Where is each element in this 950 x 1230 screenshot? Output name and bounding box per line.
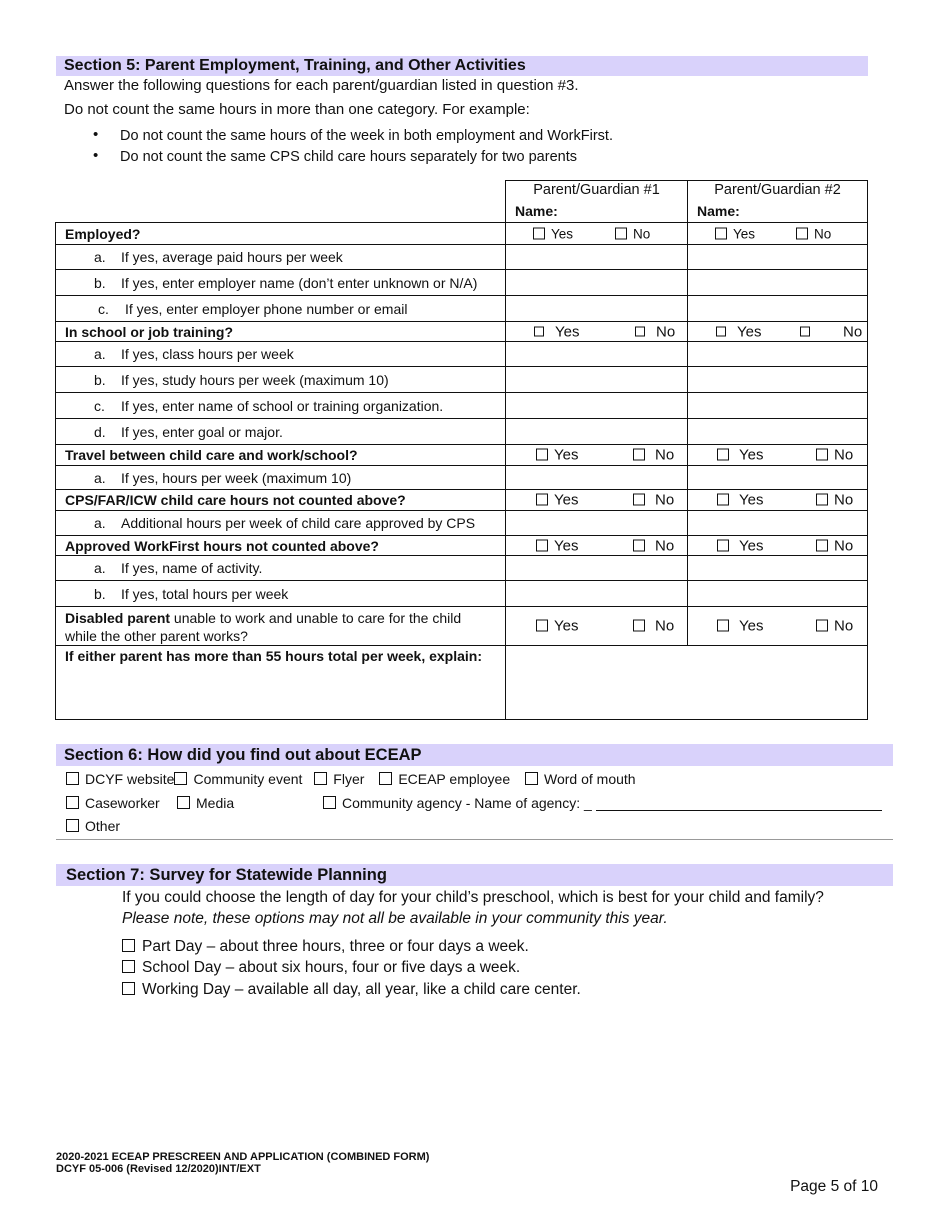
- option-dcyf-website[interactable]: DCYF website: [66, 771, 174, 787]
- row-school-d: [55, 418, 868, 444]
- p1-employed-hours-field[interactable]: [505, 245, 687, 269]
- school-b-label: b. If yes, study hours per week (maximum 10): [55, 367, 505, 392]
- p1-school-no[interactable]: No: [635, 323, 675, 340]
- agency-name-line[interactable]: [596, 810, 882, 811]
- section5-title: Section 5: Parent Employment, Training, and Other Activities: [56, 56, 868, 76]
- option-community-event[interactable]: Community event: [174, 771, 302, 787]
- row-employed-b: [55, 269, 868, 295]
- p2-workfirst-hours-field[interactable]: [687, 581, 868, 606]
- employed-label: Employed?: [55, 223, 505, 244]
- disabled-label: Disabled parent unable to work and unable to care for the child while the other parent works?: [55, 607, 505, 645]
- checkbox-icon[interactable]: [816, 494, 828, 506]
- row-cps-a: [55, 510, 868, 535]
- option-eceap-employee[interactable]: ECEAP employee: [379, 771, 510, 787]
- p1-disabled-no[interactable]: No: [633, 618, 674, 635]
- row-workfirst-b: [55, 580, 868, 606]
- travel-label: Travel between child care and work/school?: [55, 445, 505, 465]
- row-school-c: [55, 392, 868, 418]
- cps-label: CPS/FAR/ICW child care hours not counted above?: [55, 490, 505, 510]
- p2-school-name-field[interactable]: [687, 393, 868, 418]
- school-label: In school or job training?: [55, 322, 505, 341]
- row-workfirst-a: [55, 555, 868, 580]
- p2-disabled-no[interactable]: No: [816, 618, 853, 635]
- p2-class-hours-field[interactable]: [687, 342, 868, 366]
- p2-employer-name-field[interactable]: [687, 270, 868, 295]
- checkbox-icon[interactable]: [533, 227, 545, 239]
- guardian-2-name-label: Name:: [697, 203, 740, 219]
- section7-title: Section 7: Survey for Statewide Planning: [56, 864, 893, 886]
- guardian-2-header: Parent/Guardian #2: [714, 182, 841, 198]
- p2-activity-name-field[interactable]: [687, 556, 868, 580]
- option-word-of-mouth[interactable]: Word of mouth: [525, 771, 636, 787]
- p1-school-name-field[interactable]: [505, 393, 687, 418]
- checkbox-icon[interactable]: [536, 539, 548, 551]
- section6-row-1: [66, 770, 636, 788]
- p1-goal-field[interactable]: [505, 419, 687, 444]
- p1-employed-yes[interactable]: Yes: [533, 226, 573, 241]
- p2-employed-hours-field[interactable]: [687, 245, 868, 269]
- travel-a-label: a. If yes, hours per week (maximum 10): [55, 466, 505, 489]
- checkbox-icon[interactable]: [635, 326, 645, 336]
- row-workfirst: [55, 535, 868, 555]
- row-school-a: [55, 341, 868, 366]
- page-number: Page 5 of 10: [790, 1178, 878, 1195]
- employed-b-label: b. If yes, enter employer name (don’t enter unknown or N/A): [55, 270, 505, 295]
- p1-cps-hours-field[interactable]: [505, 511, 687, 535]
- p2-cps-hours-field[interactable]: [687, 511, 868, 535]
- school-a-label: a. If yes, class hours per week: [55, 342, 505, 366]
- p1-cps-no[interactable]: No: [633, 492, 674, 509]
- p2-travel-no[interactable]: No: [816, 447, 853, 464]
- checkbox-icon[interactable]: [525, 772, 538, 785]
- checkbox-icon[interactable]: [816, 539, 828, 551]
- employed-c-label: c. If yes, enter employer phone number or email: [55, 296, 505, 321]
- row-employed-c: [55, 295, 868, 321]
- p1-class-hours-field[interactable]: [505, 342, 687, 366]
- section5-intro-2: Do not count the same hours in more than one category. For example:: [64, 101, 530, 118]
- checkbox-icon[interactable]: [66, 772, 79, 785]
- p1-workfirst-no[interactable]: No: [633, 537, 674, 554]
- p2-cps-no[interactable]: No: [816, 492, 853, 509]
- section7-note: Please note, these options may not all be available in your community this year.: [122, 910, 668, 927]
- p2-employed-yes[interactable]: Yes: [715, 226, 755, 241]
- checkbox-icon[interactable]: [633, 494, 645, 506]
- checkbox-icon[interactable]: [717, 620, 729, 632]
- section5-bullet-1: • Do not count the same hours of the week in both employment and WorkFirst.: [93, 126, 613, 144]
- table-header-guardian-1: [505, 180, 687, 222]
- section6-divider: [56, 839, 893, 840]
- row-employed: [55, 222, 868, 244]
- p1-travel-no[interactable]: No: [633, 447, 674, 464]
- p1-employer-contact-field[interactable]: [505, 296, 687, 321]
- p1-cps-yes[interactable]: Yes: [536, 492, 578, 509]
- checkbox-icon[interactable]: [717, 449, 729, 461]
- option-flyer[interactable]: Flyer: [314, 771, 364, 787]
- row-explain: [55, 645, 868, 720]
- p1-travel-hours-field[interactable]: [505, 466, 687, 489]
- guardian-1-name-label: Name:: [515, 203, 558, 219]
- checkbox-icon[interactable]: [66, 796, 79, 809]
- row-school: [55, 321, 868, 341]
- p2-travel-hours-field[interactable]: [687, 466, 868, 489]
- checkbox-icon[interactable]: [615, 227, 627, 239]
- checkbox-icon[interactable]: [174, 772, 187, 785]
- p2-goal-field[interactable]: [687, 419, 868, 444]
- p1-employer-name-field[interactable]: [505, 270, 687, 295]
- section7-question: If you could choose the length of day for your child’s preschool, which is best for your child and family?: [122, 889, 824, 906]
- option-part-day[interactable]: Part Day – about three hours, three or four days a week.: [122, 938, 529, 956]
- p1-employed-no[interactable]: No: [615, 226, 650, 241]
- checkbox-icon[interactable]: [716, 326, 726, 336]
- table-header-guardian-2: [687, 180, 868, 222]
- checkbox-icon[interactable]: [534, 326, 544, 336]
- p1-workfirst-yes[interactable]: Yes: [536, 537, 578, 554]
- row-cps: [55, 489, 868, 510]
- p2-study-hours-field[interactable]: [687, 367, 868, 392]
- p2-cps-yes[interactable]: Yes: [717, 492, 763, 509]
- school-c-label: c. If yes, enter name of school or training organization.: [55, 393, 505, 418]
- row-school-b: [55, 366, 868, 392]
- explain-field[interactable]: [505, 646, 868, 719]
- p2-workfirst-yes[interactable]: Yes: [717, 537, 763, 554]
- guardian-1-header: Parent/Guardian #1: [533, 182, 660, 198]
- option-school-day[interactable]: School Day – about six hours, four or five days a week.: [122, 959, 520, 977]
- section6-title: Section 6: How did you find out about ECEAP: [56, 744, 893, 766]
- checkbox-icon[interactable]: [800, 326, 810, 336]
- checkbox-icon[interactable]: [715, 227, 727, 239]
- checkbox-icon[interactable]: [122, 982, 135, 995]
- checkbox-icon[interactable]: [66, 819, 79, 832]
- employed-a-label: a. If yes, average paid hours per week: [55, 245, 505, 269]
- option-caseworker[interactable]: Caseworker: [66, 794, 160, 812]
- p1-travel-yes[interactable]: Yes: [536, 447, 578, 464]
- checkbox-icon[interactable]: [816, 620, 828, 632]
- p2-workfirst-no[interactable]: No: [816, 537, 853, 554]
- p1-activity-name-field[interactable]: [505, 556, 687, 580]
- option-other[interactable]: Other: [66, 817, 120, 835]
- p1-disabled-yes[interactable]: Yes: [536, 618, 578, 635]
- checkbox-icon[interactable]: [122, 939, 135, 952]
- row-employed-a: [55, 244, 868, 269]
- checkbox-icon[interactable]: [177, 796, 190, 809]
- section5-bullet-2: • Do not count the same CPS child care hours separately for two parents: [93, 147, 577, 165]
- checkbox-icon[interactable]: [717, 539, 729, 551]
- option-media[interactable]: Media: [177, 794, 234, 812]
- checkbox-icon[interactable]: [536, 494, 548, 506]
- checkbox-icon[interactable]: [122, 960, 135, 973]
- section5-intro-1: Answer the following questions for each parent/guardian listed in question #3.: [64, 77, 579, 94]
- checkbox-icon[interactable]: [796, 227, 808, 239]
- p1-workfirst-hours-field[interactable]: [505, 581, 687, 606]
- p1-school-yes[interactable]: Yes: [534, 323, 579, 340]
- checkbox-icon[interactable]: [314, 772, 327, 785]
- p1-study-hours-field[interactable]: [505, 367, 687, 392]
- checkbox-icon[interactable]: [536, 620, 548, 632]
- checkbox-icon[interactable]: [323, 796, 336, 809]
- workfirst-label: Approved WorkFirst hours not counted above?: [55, 536, 505, 555]
- p2-school-no[interactable]: No: [800, 323, 862, 340]
- checkbox-icon[interactable]: [536, 449, 548, 461]
- footer-form-number: DCYF 05-006 (Revised 12/2020)INT/EXT: [56, 1163, 261, 1175]
- row-travel: [55, 444, 868, 465]
- row-disabled: [55, 606, 868, 645]
- checkbox-icon[interactable]: [717, 494, 729, 506]
- option-community-agency[interactable]: Community agency - Name of agency: _: [323, 794, 592, 812]
- workfirst-a-label: a. If yes, name of activity.: [55, 556, 505, 580]
- p2-employer-contact-field[interactable]: [687, 296, 868, 321]
- checkbox-icon[interactable]: [379, 772, 392, 785]
- checkbox-icon[interactable]: [633, 449, 645, 461]
- school-d-label: d. If yes, enter goal or major.: [55, 419, 505, 444]
- p2-school-yes[interactable]: Yes: [716, 323, 761, 340]
- row-travel-a: [55, 465, 868, 489]
- checkbox-icon[interactable]: [816, 449, 828, 461]
- checkbox-icon[interactable]: [633, 539, 645, 551]
- p2-disabled-yes[interactable]: Yes: [717, 618, 763, 635]
- cps-a-label: a. Additional hours per week of child care approved by CPS: [55, 511, 505, 535]
- workfirst-b-label: b. If yes, total hours per week: [55, 581, 505, 606]
- p2-travel-yes[interactable]: Yes: [717, 447, 763, 464]
- option-working-day[interactable]: Working Day – available all day, all year, like a child care center.: [122, 981, 581, 999]
- explain-label: If either parent has more than 55 hours total per week, explain:: [55, 646, 505, 719]
- footer-form-title: 2020-2021 ECEAP PRESCREEN AND APPLICATION (COMBINED FORM): [56, 1151, 430, 1163]
- checkbox-icon[interactable]: [633, 620, 645, 632]
- p2-employed-no[interactable]: No: [796, 226, 831, 241]
